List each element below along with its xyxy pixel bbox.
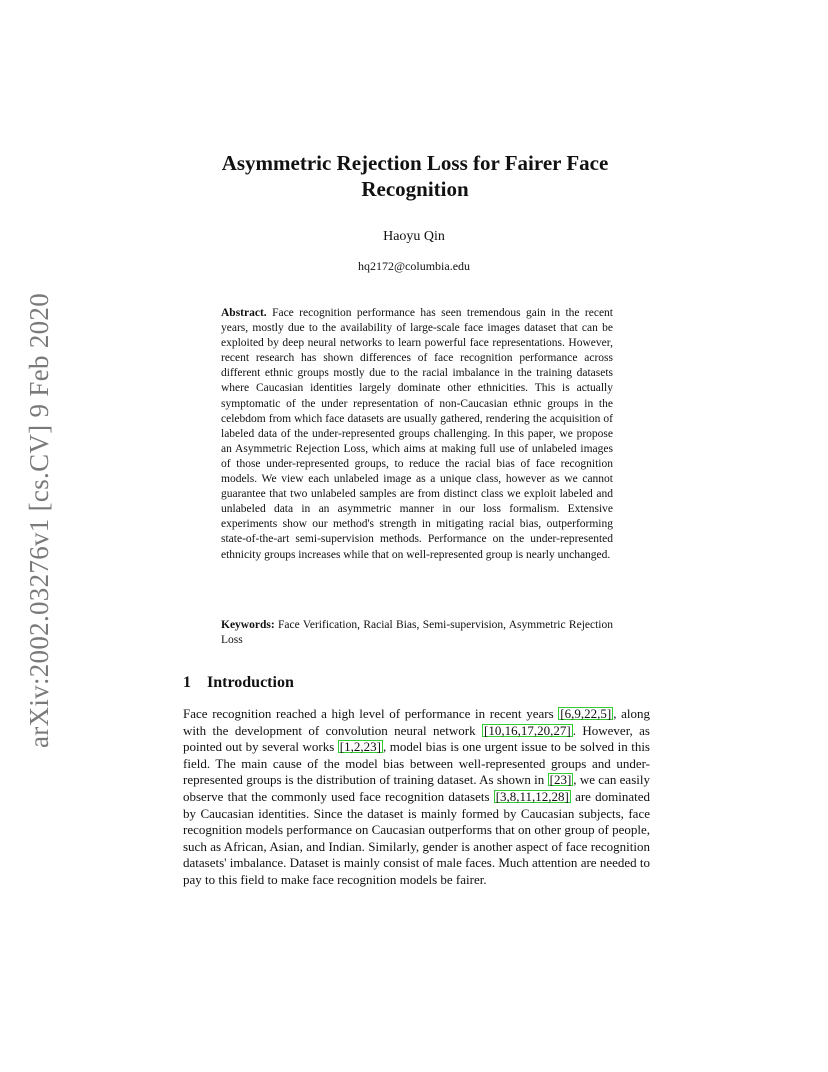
intro-text: , model bias is one urgent issue to be solved in this field. The main cause of the model bias between well-represented groups and under-represented groups is the distribution of training dataset. As shown in	[183, 739, 650, 788]
section-number: 1	[183, 674, 191, 691]
arxiv-identifier-stamp	[20, 290, 60, 750]
citation-link[interactable]: [1,2,23]	[339, 739, 381, 755]
citation-link[interactable]: [10,16,17,20,27]	[484, 722, 571, 738]
citation-link[interactable]: [3,8,11,12,28]	[495, 788, 569, 804]
paper-title: Asymmetric Rejection Loss for Fairer Face Recognition	[221, 151, 609, 201]
section-heading	[183, 674, 294, 692]
abstract-label: Abstract.	[221, 307, 267, 319]
keywords-text: Face Verification, Racial Bias, Semi-supervision, Asymmetric Rejection Loss	[221, 619, 614, 647]
citation-link[interactable]: [23]	[549, 772, 572, 788]
author-name: Haoyu Qin	[383, 229, 445, 244]
introduction-paragraph	[183, 706, 650, 889]
keywords-label: Keywords:	[221, 619, 275, 631]
keywords	[221, 618, 613, 648]
abstract-text: Face recognition performance has seen tremendous gain in the recent years, mostly due to the availability of large-scale face images dataset that can be exploited by deep neural networks to learn powerful face representations. However, recent research has shown differences of face recognition performance across different ethnic groups mostly due to the racial imbalance in the training datasets where Caucasian identities largely dominate other ethnicities. This is actually symptomatic of the under representation of non-Caucasian ethnic groups in the celebdom from which face datasets are usually gathered, rendering the acquisition of labeled data of the under-represented groups challenging. In this paper, we propose an Asymmetric Rejection Loss, which aims at making full use of unlabeled images of those under-represented groups, to reduce the racial bias of face recognition models. We view each unlabeled image as a unique class, however as we cannot guarantee that two unlabeled samples are from distinct class we exploit labeled and unlabeled data in an asymmetric manner in our loss formalism. Extensive experiments show our method's strength in mitigating racial bias, outperforming state-of-the-art semi-supervision methods. Performance on the under-represented ethnicity groups increases while that on well-represented group is nearly unchanged.	[221, 307, 614, 561]
section-title: Introduction	[207, 674, 294, 691]
intro-text: , we can easily observe that the commonly used face recognition datasets	[183, 772, 650, 804]
intro-text: . However, as pointed out by several works	[183, 722, 650, 755]
arxiv-identifier-text: arXiv:2002.03276v1 [cs.CV] 9 Feb 2020	[24, 292, 55, 748]
intro-text: , along with the development of convolution neural network	[183, 706, 650, 738]
intro-text: are dominated by Caucasian identities. Since the dataset is mainly formed by Caucasian subjects, face recognition models performance on Caucasian outperforms that on other group of people, such as African, Asian, and Indian. Similarly, gender is another aspect of face recognition datasets' imbalance. Dataset is mainly consist of male faces. Much attention are needed to pay to this field to make face recognition models be fairer.	[183, 788, 651, 887]
abstract	[221, 306, 613, 563]
citation-link[interactable]: [6,9,22,5]	[560, 706, 612, 721]
author-email: hq2172@columbia.edu	[357, 259, 471, 273]
intro-text: Face recognition reached a high level of performance in recent years	[183, 706, 559, 721]
